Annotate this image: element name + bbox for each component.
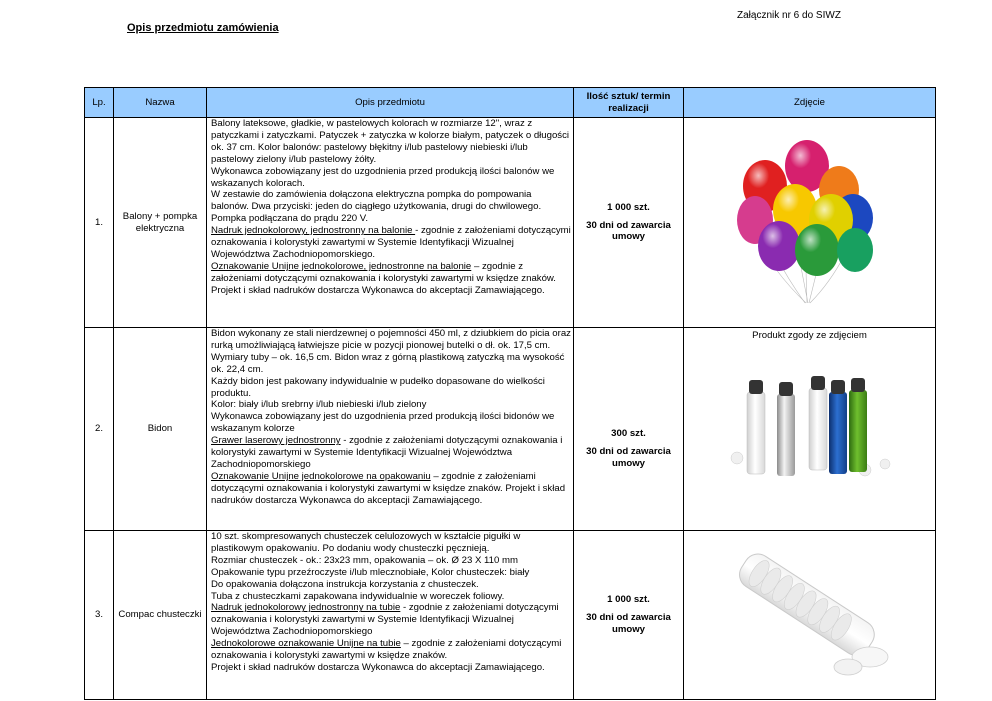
photo-cell bbox=[684, 118, 936, 328]
item-name: Compac chusteczki bbox=[114, 531, 207, 700]
desc-underlined: Oznakowanie Unijne jednokolorowe, jednostronne na balonie bbox=[211, 260, 472, 272]
table-row bbox=[85, 328, 936, 531]
desc-paragraph bbox=[211, 471, 571, 507]
photo-cell bbox=[684, 531, 936, 700]
desc-paragraph: Wykonawca zobowiązany jest do uzgodnienia przed produkcją ilości bidonów we wskazanym kolorze bbox=[211, 411, 555, 435]
row-number: 1. bbox=[85, 118, 114, 328]
desc-underlined: Nadruk jednokolorowy, jednostronny na balonie bbox=[211, 225, 416, 237]
desc-underlined: Jednokolorowe oznakowanie Unijne na tubie bbox=[211, 638, 401, 650]
col-photo: Zdjęcie bbox=[684, 88, 936, 118]
desc-paragraph bbox=[211, 225, 571, 261]
desc-text: – zgodnie z założeniami dotyczącymi oznakowania i kolorystyki zawartymi w księdze znaków. bbox=[211, 638, 562, 662]
item-description bbox=[207, 328, 574, 531]
desc-paragraph bbox=[211, 638, 571, 662]
photo-cell bbox=[684, 328, 936, 531]
desc-underlined: Grawer laserowy jednostronny bbox=[211, 435, 341, 447]
desc-paragraph: Kolor: biały i/lub srebrny i/lub niebieski i/lub zielony bbox=[211, 399, 427, 411]
desc-paragraph: Do opakowania dołączona instrukcja korzystania z chusteczek. bbox=[211, 578, 479, 590]
tissues-tube-image bbox=[720, 539, 900, 689]
desc-text: – zgodnie z założeniami dotyczącymi oznakowania i kolorystyki zawartymi w księdze znaków. Projekt i skład nadruków dostarcza Wykonawca do akceptacji Zamawiającego. bbox=[211, 470, 566, 506]
desc-paragraph bbox=[211, 602, 571, 638]
quantity-cell bbox=[574, 118, 684, 328]
table-row bbox=[85, 531, 936, 700]
col-lp: Lp. bbox=[85, 88, 114, 118]
delivery-term: 30 dni od zawarcia umowy bbox=[586, 219, 671, 243]
desc-text: – zgodnie z założeniami dotyczącymi oznakowania i kolorystyki zawartymi w księdze znaków. bbox=[211, 260, 556, 284]
row-number: 3. bbox=[85, 531, 114, 700]
col-description: Opis przedmiotu bbox=[207, 88, 574, 118]
item-name: Bidon bbox=[114, 328, 207, 531]
desc-underlined: Oznakowanie Unijne jednokolorowe na opakowaniu bbox=[211, 470, 431, 482]
quantity: 300 szt. bbox=[611, 428, 646, 440]
quantity: 1 000 szt. bbox=[607, 594, 650, 606]
desc-text: - zgodnie z założeniami dotyczącymi oznakowania i kolorystyki zawartymi w Systemie Identyfikacji Wizualnej Województwa Zachodniopomorskiego bbox=[211, 602, 559, 638]
desc-text: - zgodnie z założeniami dotyczącymi oznakowania i kolorystyki zawartymi w Systemie Identyfikacji Wizualnej Województwa Zachodniopomorskiego bbox=[211, 435, 563, 470]
desc-paragraph: 10 szt. skompresowanych chusteczek celulozowych w kształcie pigułki w plastikowym opakowaniu. Po dodaniu wody chusteczki pęcznieją. bbox=[211, 531, 521, 554]
desc-paragraph: Wykonawca zobowiązany jest do uzgodnienia przed produkcją ilości balonów we wskazanych kolorach. bbox=[211, 165, 555, 189]
document-title: Opis przedmiotu zamówienia bbox=[127, 22, 279, 34]
desc-paragraph: Bidon wykonany ze stali nierdzewnej o pojemności 450 ml, z dziubkiem do picia oraz rurką umożliwiającą łatwiejsze picie w pozycji pionowej butelki o dł. ok. 17,5 cm. Wymiary tuby – ok. 16,5 cm. Bidon wraz z górną plastikową zatyczką ma wysokość ok. 22,4 cm. bbox=[211, 328, 571, 375]
table-row bbox=[85, 118, 936, 328]
item-name: Balony + pompka elektryczna bbox=[114, 118, 207, 328]
quantity-cell bbox=[574, 531, 684, 700]
balloons-image bbox=[735, 138, 885, 308]
desc-paragraph: Balony lateksowe, gładkie, w pastelowych kolorach w rozmiarze 12", wraz z patyczkami i zatyczkami. Patyczek + zatyczka w kolorze białym, patyczek o długości ok. 37 cm. Kolor balonów: pastelowy błękitny i/lub pastelowy niebieski i/lub pastelowy zielony i/lub pastelowy żółty. bbox=[211, 118, 570, 165]
desc-underlined: Nadruk jednokolorowy jednostronny na tubie bbox=[211, 602, 401, 614]
item-description bbox=[207, 531, 574, 700]
col-quantity: Ilość sztuk/ termin realizacji bbox=[574, 88, 684, 118]
order-table bbox=[84, 87, 936, 700]
item-description bbox=[207, 118, 574, 328]
table-header-row bbox=[85, 88, 936, 118]
desc-paragraph: Tuba z chusteczkami zapakowana indywidualnie w woreczek foliowy. bbox=[211, 590, 505, 602]
photo-note: Produkt zgody ze zdjęciem bbox=[752, 330, 867, 341]
delivery-term: 30 dni od zawarcia umowy bbox=[586, 446, 671, 469]
desc-paragraph bbox=[211, 261, 571, 285]
delivery-term: 30 dni od zawarcia umowy bbox=[586, 612, 671, 635]
desc-paragraph: Rozmiar chusteczek - ok.: 23x23 mm, opakowania – ok. Ø 23 X 110 mm bbox=[211, 554, 518, 566]
desc-paragraph: Projekt i skład nadruków dostarcza Wykonawca do akceptacji Zamawiającego. bbox=[211, 661, 545, 673]
attachment-label: Załącznik nr 6 do SIWZ bbox=[737, 10, 841, 21]
desc-text: - zgodnie z założeniami dotyczącymi oznakowania i kolorystyki zawartymi w Systemie Identyfikacji Wizualnej Województwa Zachodniopomorskiego. bbox=[211, 225, 571, 260]
desc-paragraph: Opakowanie typu przeźroczyste i/lub mlecznobiałe, Kolor chusteczek: biały bbox=[211, 566, 530, 578]
quantity: 1 000 szt. bbox=[607, 201, 650, 213]
desc-paragraph: Projekt i skład nadruków dostarcza Wykonawca do akceptacji Zamawiającego. bbox=[211, 284, 545, 296]
desc-paragraph bbox=[211, 435, 571, 471]
desc-paragraph: W zestawie do zamówienia dołączona elektryczna pompka do pompowania balonów. Dwa przyciski: jeden do ciągłego użytkowania, drugi do chwilowego. Pompka podłączana do prądu 220 V. bbox=[211, 189, 542, 225]
row-number: 2. bbox=[85, 328, 114, 531]
col-name: Nazwa bbox=[114, 88, 207, 118]
quantity-cell bbox=[574, 328, 684, 531]
desc-paragraph: Każdy bidon jest pakowany indywidualnie w pudełko dopasowane do wielkości produktu. bbox=[211, 375, 545, 399]
bottles-image bbox=[725, 372, 895, 492]
